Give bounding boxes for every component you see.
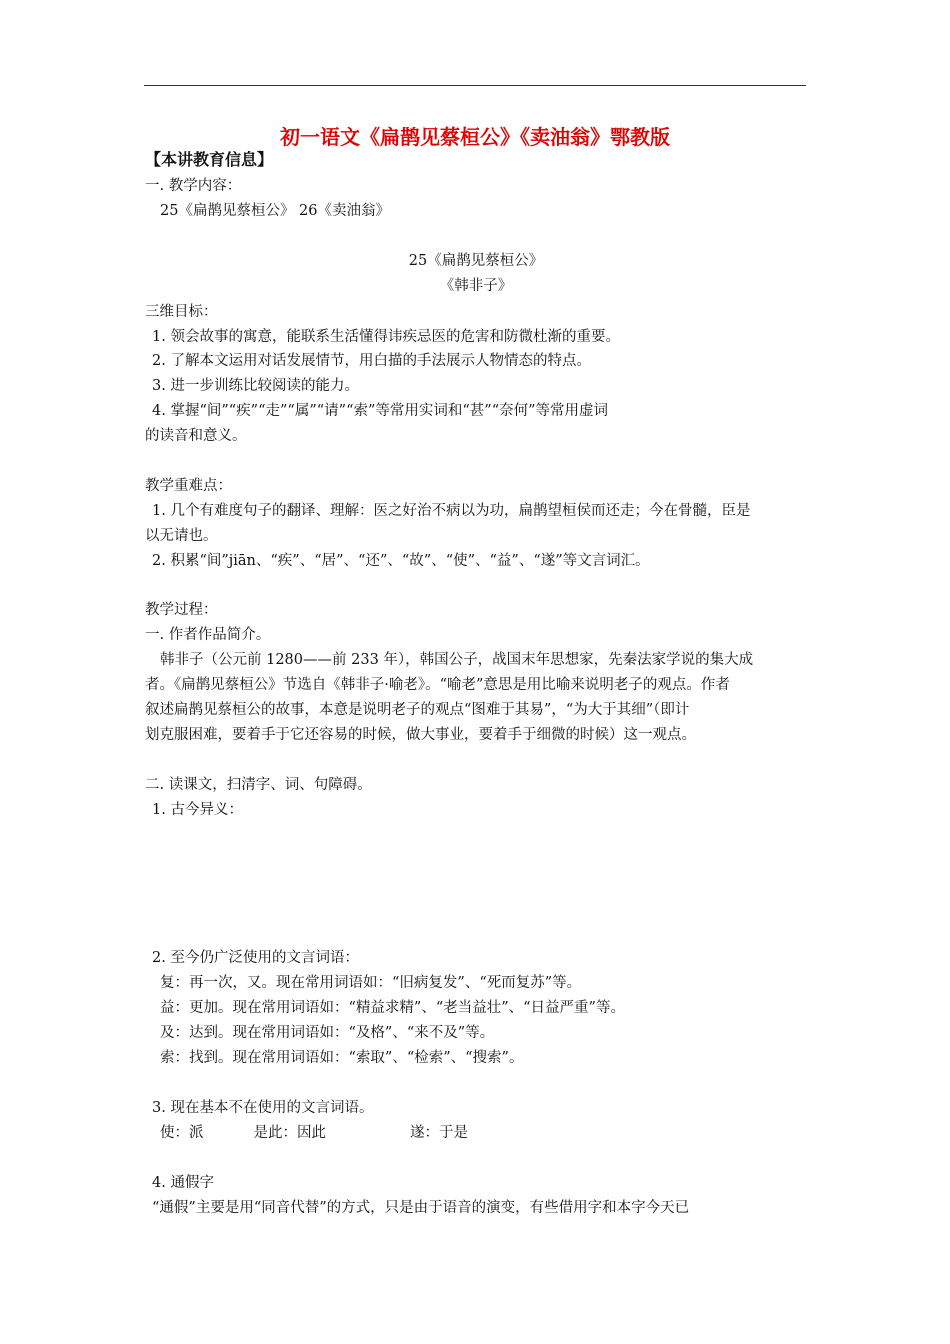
section-header: 【本讲教育信息】 (145, 150, 274, 169)
part1-paragraph-line: 划克服困难，要着手于它还容易的时候，做大事业，要着手于细微的时候）这一观点。 (145, 727, 696, 743)
sub3-heading: 3. 现在基本不在使用的文言词语。 (152, 1100, 374, 1116)
content-heading: 一. 教学内容： (145, 178, 242, 194)
process-heading: 教学过程： (145, 602, 218, 618)
difficulty-item: 2. 积累“间”jiān、“疾”、“居”、“还”、“故”、“使”、“益”、“遂”等文言词汇。 (152, 553, 650, 569)
sub2-item: 索：找到。现在常用词语如：“索取”、“检索”、“搜索”。 (160, 1050, 524, 1066)
sub3-item: 是此：因此 (253, 1125, 326, 1141)
lesson-title: 25《扁鹊见蔡桓公》 (408, 253, 544, 269)
sub4-text: “通假”主要是用“同音代替”的方式，只是由于语音的演变，有些借用字和本字今天已 (152, 1200, 690, 1216)
goals-heading: 三维目标： (145, 304, 218, 320)
sub4-heading: 4. 通假字 (152, 1175, 214, 1191)
sub3-item: 遂：于是 (410, 1125, 468, 1141)
goal-item: 3. 进一步训练比较阅读的能力。 (152, 378, 359, 394)
goal-item: 1. 领会故事的寓意，能联系生活懂得讳疾忌医的危害和防微杜渐的重要。 (152, 329, 620, 345)
part1-paragraph-line: 叙述扁鹊见蔡桓公的故事，本意是说明老子的观点“图难于其易”，“为大于其细”（即计 (145, 702, 690, 718)
sub3-items (160, 1121, 822, 1145)
part1-paragraph-line: 者。《扁鹊见蔡桓公》节选自《韩非子·喻老》。“喻老”意思是用比喻来说明老子的观点。作者 (145, 677, 730, 693)
lesson-source: 《韩非子》 (439, 278, 513, 294)
sub2-item: 及：达到。现在常用词语如：“及格”、“来不及”等。 (160, 1025, 495, 1041)
sub3-item: 使：派 (160, 1125, 204, 1141)
goal-item: 2. 了解本文运用对话发展情节，用白描的手法展示人物情态的特点。 (152, 353, 591, 369)
part1-paragraph-line: 韩非子（公元前 1280——前 233 年），韩国公子，战国末年思想家，先秦法家学说的集大成 (160, 652, 754, 668)
sub2-heading: 2. 至今仍广泛使用的文言词语： (152, 950, 359, 966)
content-items: 25《扁鹊见蔡桓公》 26《卖油翁》 (160, 203, 391, 219)
sub2-item: 复：再一次，又。现在常用词语如：“旧病复发”、“死而复苏”等。 (160, 975, 582, 991)
part1-heading: 一. 作者作品简介。 (145, 627, 271, 643)
difficulties-heading: 教学重难点： (145, 478, 232, 494)
document-title: 初一语文《扁鹊见蔡桓公》《卖油翁》鄂教版 (280, 125, 670, 149)
header-rule (144, 85, 806, 86)
sub2-item: 益：更加。现在常用词语如：“精益求精”、“老当益壮”、“日益严重”等。 (160, 1000, 625, 1016)
difficulty-item: 1. 几个有难度句子的翻译、理解：医之好治不病以为功，扁鹊望桓侯而还走；今在骨髓，臣是 (152, 503, 751, 519)
goal-item-continued: 的读音和意义。 (145, 428, 247, 444)
difficulty-item-continued: 以无请也。 (145, 528, 218, 544)
goal-item: 4. 掌握“间”“疾”“走”“属”“请”“索”等常用实词和“甚”“奈何”等常用虚词 (152, 403, 609, 419)
part2-heading: 二. 读课文，扫清字、词、句障碍。 (145, 777, 372, 793)
sub1-heading: 1. 古今异义： (152, 802, 243, 818)
